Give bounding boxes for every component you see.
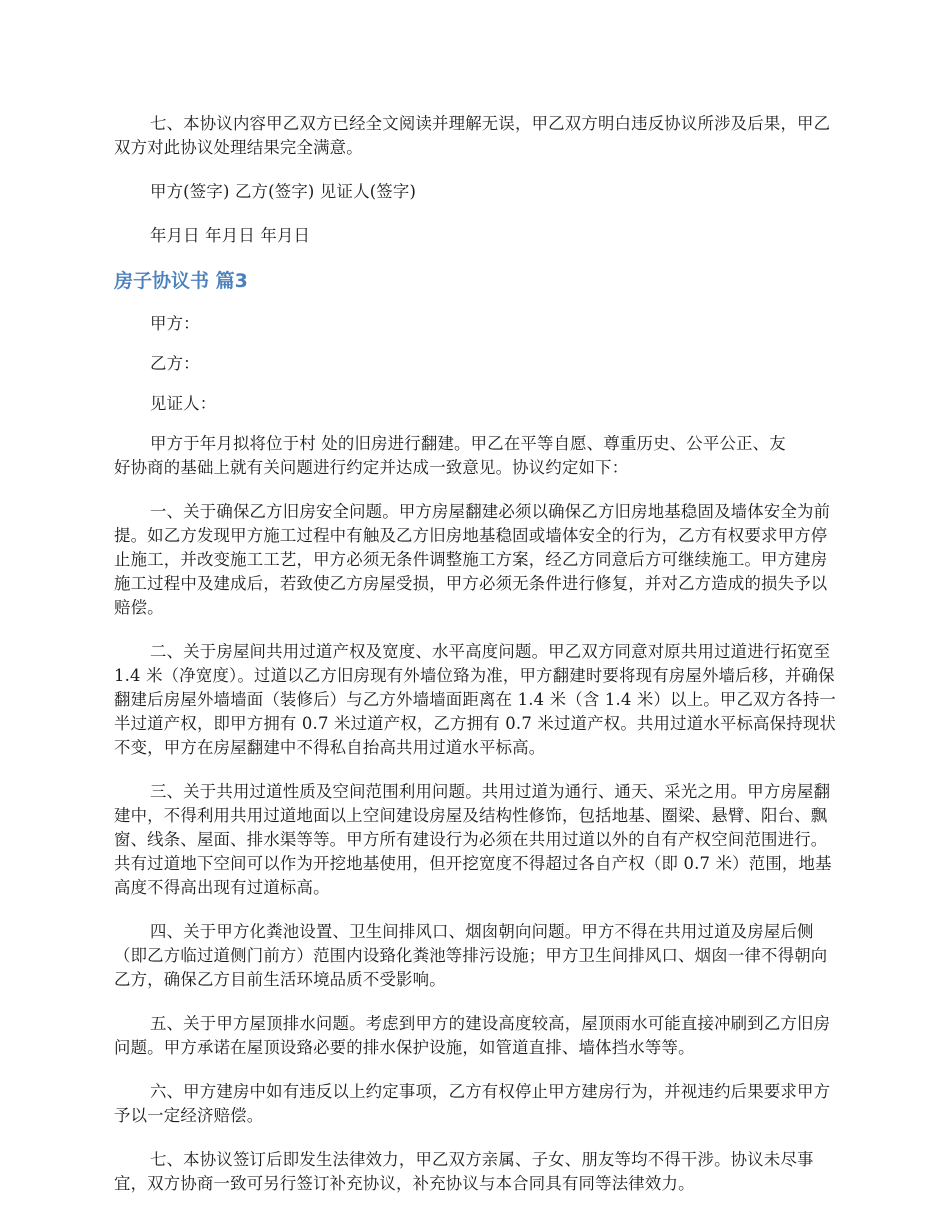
clause-six: 六、甲方建房中如有违反以上约定事项，乙方有权停止甲方建房行为，并视违约后果要求甲方予以一定经济赔偿。 (114, 1082, 831, 1125)
witness-label: 见证人： (150, 394, 217, 413)
party-b-label: 乙方： (150, 354, 200, 373)
clause-five: 五、关于甲方屋顶排水问题。考虑到甲方的建设高度较高，屋顶雨水可能直接冲刷到乙方旧房问题。甲方承诺在屋顶设臵必要的排水保护设施，如管道直排、墙体挡水等等。 (114, 1014, 831, 1057)
clause-two: 二、关于房屋间共用过道产权及宽度、水平高度问题。甲乙双方同意对原共用过道进行拓宽至 1.4 米（净宽度）。过道以乙方旧房现有外墙位臵为准，甲方翻建时要将现有房屋外墙后移，并确保翻建后房屋外墙墙面（装修后）与乙方外墙墙面距离在 1.4 米（含 1.4 米）以上。甲乙双方各持一半过道产权，即甲方拥有 0.7 米过道产权，乙方拥有 0.7 米过道产权。共用过道水平标高保持现状不变，甲方在房屋翻建中不得私自抬高共用过道水平标高。 (114, 642, 837, 757)
clause-seven: 七、本协议签订后即发生法律效力，甲乙双方亲属、子女、朋友等均不得干涉。协议未尽事宜，双方协商一致可另行签订补充协议，补充协议与本合同具有同等法律效力。 (114, 1150, 814, 1193)
clause-seven-previous: 七、本协议内容甲乙双方已经全文阅读并理解无误，甲乙双方明白违反协议所涉及后果，甲乙双方对此协议处理结果完全满意。 (114, 114, 831, 157)
clause-three: 三、关于共用过道性质及空间范围利用问题。共用过道为通行、通天、采光之用。甲方房屋翻建中，不得利用共用过道地面以上空间建设房屋及结构性修饰，包括地基、圈梁、悬臂、阳台、飘窗、线条、屋面、排水渠等等。甲方所有建设行为必须在共用过道以外的自有产权空间范围进行。共有过道地下空间可以作为开挖地基使用，但开挖宽度不得超过各自产权（即 0.7 米）范围，地基高度不得高出现有过道标高。 (114, 782, 832, 897)
party-a-label: 甲方： (150, 314, 200, 333)
preamble-paragraph: 甲方于年月拟将位于村 处的旧房进行翻建。甲乙在平等自愿、尊重历史、公平公正、友好协商的基础上就有关问题进行约定并达成一致意见。协议约定如下： (114, 434, 786, 477)
clause-one: 一、关于确保乙方旧房安全问题。甲方房屋翻建必须以确保乙方旧房地基稳固及墙体安全为前提。如乙方发现甲方施工过程中有触及乙方旧房地基稳固或墙体安全的行为，乙方有权要求甲方停止施工，并改变施工工艺，甲方必须无条件调整施工方案，经乙方同意后方可继续施工。甲方建房施工过程中及建成后，若致使乙方房屋受损，甲方必须无条件进行修复，并对乙方造成的损失予以赔偿。 (114, 502, 831, 617)
clause-four: 四、关于甲方化粪池设置、卫生间排风口、烟囱朝向问题。甲方不得在共用过道及房屋后侧（即乙方临过道侧门前方）范围内设臵化粪池等排污设施；甲方卫生间排风口、烟囱一律不得朝向乙方，确保乙方目前生活环境品质不受影响。 (114, 922, 828, 989)
signature-line: 甲方(签字) 乙方(签字) 见证人(签字) (150, 182, 417, 201)
date-line: 年月日 年月日 年月日 (150, 226, 311, 245)
section-title: 房子协议书 篇3 (114, 270, 248, 292)
